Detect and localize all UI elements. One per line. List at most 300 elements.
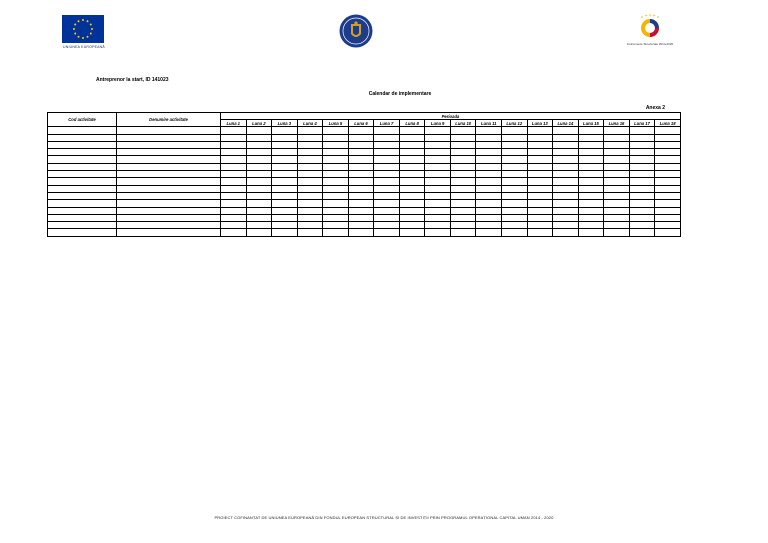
month-cell [476,156,502,163]
month-cell [374,178,400,185]
code-cell [48,192,117,199]
month-cell [348,127,374,134]
month-cell [578,141,604,148]
month-cell [553,222,579,229]
month-cell [348,171,374,178]
month-cell [629,163,655,170]
month-header: Luna 3 [272,120,298,127]
month-cell [246,192,272,199]
month-cell [655,134,681,141]
month-cell [323,200,349,207]
month-cell [527,149,553,156]
month-cell [450,178,476,185]
month-cell [246,156,272,163]
month-header: Luna 18 [655,120,681,127]
column-header-activity-name: Denumire activitate [117,113,221,127]
month-cell [553,214,579,221]
month-cell [604,222,630,229]
table-row [48,127,681,134]
structural-instruments-caption: Instrumente Structurale 2014-2020 [626,42,674,46]
month-cell [425,134,451,141]
month-cell [425,178,451,185]
month-cell [450,214,476,221]
month-cell [221,192,247,199]
month-cell [629,229,655,236]
month-cell [502,134,528,141]
month-cell [246,214,272,221]
code-cell [48,207,117,214]
month-cell [246,134,272,141]
month-cell [553,229,579,236]
code-cell [48,185,117,192]
table-row [48,149,681,156]
month-cell [604,185,630,192]
document-title: Calendar de implementare [368,91,432,97]
month-cell [297,134,323,141]
month-cell [323,171,349,178]
month-header: Luna 6 [348,120,374,127]
month-cell [323,207,349,214]
code-cell [48,149,117,156]
month-header: Luna 13 [527,120,553,127]
month-cell [476,222,502,229]
month-cell [297,178,323,185]
structural-instruments-logo-icon [632,13,668,39]
month-cell [655,185,681,192]
month-cell [502,185,528,192]
month-cell [272,222,298,229]
month-cell [629,185,655,192]
month-cell [655,222,681,229]
month-cell [399,214,425,221]
month-cell [221,207,247,214]
month-header: Luna 14 [553,120,579,127]
month-cell [374,192,400,199]
code-cell [48,214,117,221]
activity-name-cell [117,185,221,192]
month-cell [399,178,425,185]
month-cell [502,149,528,156]
month-cell [425,149,451,156]
month-cell [655,200,681,207]
month-cell [221,156,247,163]
eu-star [87,20,89,22]
activity-name-cell [117,163,221,170]
month-cell [374,229,400,236]
month-cell [578,149,604,156]
month-cell [272,127,298,134]
month-cell [348,192,374,199]
month-cell [629,127,655,134]
month-cell [221,134,247,141]
month-cell [246,229,272,236]
month-cell [297,127,323,134]
month-cell [450,185,476,192]
month-cell [527,229,553,236]
month-cell [348,178,374,185]
month-cell [604,171,630,178]
month-cell [399,222,425,229]
month-cell [246,141,272,148]
month-cell [655,141,681,148]
month-cell [629,178,655,185]
month-cell [399,207,425,214]
month-cell [578,185,604,192]
month-cell [604,149,630,156]
month-cell [246,127,272,134]
month-cell [425,229,451,236]
eu-caption: UNIUNEA EUROPEANĂ [63,45,105,49]
month-cell [604,127,630,134]
month-cell [221,171,247,178]
month-cell [348,214,374,221]
period-header: Perioada [221,113,681,120]
month-cell [527,134,553,141]
month-cell [425,156,451,163]
month-cell [527,207,553,214]
month-cell [399,134,425,141]
implementation-calendar-table [47,112,681,237]
month-cell [502,222,528,229]
footer-cofinancing-note: PROIECT COFINANȚAT DE UNIUNEA EUROPEANĂ DIN FONDUL EUROPEAN STRUCTURAL ȘI DE INVESTIȚII PRIN PROGRAMUL OPERAȚIONAL CAPITAL UMAN 2014 - 2020 [214,515,554,520]
month-cell [348,141,374,148]
month-cell [578,163,604,170]
month-cell [323,229,349,236]
month-cell [476,134,502,141]
month-cell [629,141,655,148]
project-identifier: Antreprenor la start, ID 141023 [96,77,169,83]
table-row [48,207,681,214]
month-cell [502,156,528,163]
activity-name-cell [117,134,221,141]
month-cell [553,185,579,192]
month-cell [629,156,655,163]
month-cell [527,222,553,229]
month-cell [425,200,451,207]
month-cell [553,149,579,156]
month-cell [578,200,604,207]
month-cell [272,207,298,214]
month-cell [323,178,349,185]
month-cell [450,207,476,214]
eu-star [90,33,92,35]
month-cell [221,178,247,185]
month-header: Luna 2 [246,120,272,127]
month-cell [374,149,400,156]
month-cell [374,163,400,170]
code-cell [48,222,117,229]
month-cell [655,207,681,214]
month-cell [425,222,451,229]
month-cell [323,149,349,156]
month-cell [655,192,681,199]
month-cell [476,214,502,221]
month-cell [323,222,349,229]
month-cell [272,229,298,236]
month-cell [476,149,502,156]
month-cell [578,134,604,141]
month-cell [374,141,400,148]
month-cell [629,171,655,178]
month-cell [629,149,655,156]
month-cell [297,192,323,199]
month-cell [655,229,681,236]
month-cell [272,214,298,221]
month-cell [655,156,681,163]
month-cell [297,171,323,178]
month-cell [425,185,451,192]
month-cell [323,163,349,170]
month-cell [297,141,323,148]
activity-name-cell [117,207,221,214]
code-cell [48,134,117,141]
month-cell [246,171,272,178]
month-cell [553,141,579,148]
month-cell [527,156,553,163]
month-cell [655,171,681,178]
activity-name-cell [117,171,221,178]
month-cell [272,178,298,185]
month-cell [297,214,323,221]
month-header: Luna 4 [297,120,323,127]
month-cell [450,163,476,170]
month-cell [221,214,247,221]
month-cell [578,222,604,229]
activity-name-cell [117,200,221,207]
table-row [48,156,681,163]
table-row [48,214,681,221]
month-cell [399,185,425,192]
month-cell [450,141,476,148]
table-row [48,163,681,170]
eu-star [82,37,84,39]
month-cell [272,149,298,156]
month-cell [348,163,374,170]
month-cell [399,200,425,207]
eu-star [78,20,80,22]
month-cell [272,141,298,148]
month-cell [374,185,400,192]
month-cell [553,192,579,199]
code-cell [48,178,117,185]
month-cell [604,141,630,148]
month-cell [476,127,502,134]
month-cell [399,141,425,148]
code-cell [48,127,117,134]
month-cell [425,192,451,199]
month-cell [527,163,553,170]
month-cell [502,178,528,185]
month-cell [272,163,298,170]
month-cell [578,192,604,199]
eu-star [91,28,93,30]
romanian-coat-of-arms-icon [339,14,373,48]
month-cell [553,171,579,178]
table-row [48,200,681,207]
month-cell [297,207,323,214]
month-cell [425,163,451,170]
month-cell [221,200,247,207]
month-cell [221,141,247,148]
table-row [48,229,681,236]
eu-stars [62,15,104,43]
month-cell [323,134,349,141]
month-header: Luna 16 [604,120,630,127]
code-cell [48,171,117,178]
activity-name-cell [117,222,221,229]
month-cell [629,207,655,214]
activity-name-cell [117,178,221,185]
month-header: Luna 5 [323,120,349,127]
month-cell [604,178,630,185]
month-cell [527,192,553,199]
month-cell [655,178,681,185]
month-cell [221,222,247,229]
month-cell [399,171,425,178]
month-header: Luna 12 [502,120,528,127]
month-cell [450,171,476,178]
month-cell [604,229,630,236]
month-cell [374,214,400,221]
month-cell [476,185,502,192]
month-cell [629,214,655,221]
month-cell [604,207,630,214]
month-cell [553,178,579,185]
month-cell [578,214,604,221]
code-cell [48,200,117,207]
month-cell [272,192,298,199]
month-cell [553,163,579,170]
month-cell [527,141,553,148]
month-cell [527,200,553,207]
month-cell [374,134,400,141]
month-cell [578,171,604,178]
month-cell [450,149,476,156]
month-cell [323,156,349,163]
eu-star [82,19,84,21]
month-header: Luna 8 [399,120,425,127]
month-cell [604,163,630,170]
month-cell [553,200,579,207]
month-cell [502,229,528,236]
month-cell [502,163,528,170]
month-cell [297,222,323,229]
table-row [48,141,681,148]
month-cell [272,200,298,207]
code-cell [48,163,117,170]
month-cell [399,156,425,163]
month-cell [450,222,476,229]
month-cell [246,200,272,207]
month-header: Luna 11 [476,120,502,127]
month-cell [450,127,476,134]
month-cell [297,163,323,170]
month-cell [553,134,579,141]
month-cell [221,163,247,170]
month-cell [323,192,349,199]
month-cell [553,207,579,214]
month-cell [629,222,655,229]
month-cell [604,200,630,207]
month-cell [476,171,502,178]
month-cell [348,229,374,236]
month-cell [246,178,272,185]
eu-star [74,24,76,26]
month-cell [348,156,374,163]
month-cell [374,222,400,229]
month-cell [272,134,298,141]
month-cell [297,156,323,163]
month-cell [502,200,528,207]
month-cell [655,214,681,221]
month-header: Luna 1 [221,120,247,127]
month-cell [348,200,374,207]
month-cell [450,134,476,141]
month-cell [425,214,451,221]
month-cell [246,149,272,156]
month-cell [502,141,528,148]
month-cell [374,127,400,134]
month-cell [629,134,655,141]
eu-star [73,28,75,30]
month-cell [399,192,425,199]
month-cell [297,149,323,156]
month-cell [476,163,502,170]
month-header: Luna 15 [578,120,604,127]
month-cell [578,178,604,185]
month-cell [297,185,323,192]
activity-name-cell [117,127,221,134]
month-cell [655,163,681,170]
month-cell [450,192,476,199]
month-cell [374,156,400,163]
month-cell [246,163,272,170]
month-cell [527,178,553,185]
table-row [48,192,681,199]
month-cell [476,192,502,199]
month-cell [655,149,681,156]
month-cell [221,185,247,192]
activity-name-cell [117,229,221,236]
month-cell [272,171,298,178]
month-cell [425,141,451,148]
code-cell [48,141,117,148]
month-cell [221,229,247,236]
month-cell [502,214,528,221]
month-cell [527,127,553,134]
month-cell [604,134,630,141]
month-cell [527,214,553,221]
month-cell [323,214,349,221]
table-row [48,178,681,185]
month-cell [323,185,349,192]
eu-flag-icon [62,15,104,43]
month-cell [374,207,400,214]
table-row [48,134,681,141]
month-cell [374,171,400,178]
month-cell [348,207,374,214]
month-cell [399,149,425,156]
month-cell [476,178,502,185]
month-cell [502,192,528,199]
activity-name-cell [117,141,221,148]
month-cell [399,229,425,236]
month-cell [221,149,247,156]
month-cell [450,229,476,236]
month-cell [578,156,604,163]
month-cell [629,192,655,199]
month-cell [348,222,374,229]
